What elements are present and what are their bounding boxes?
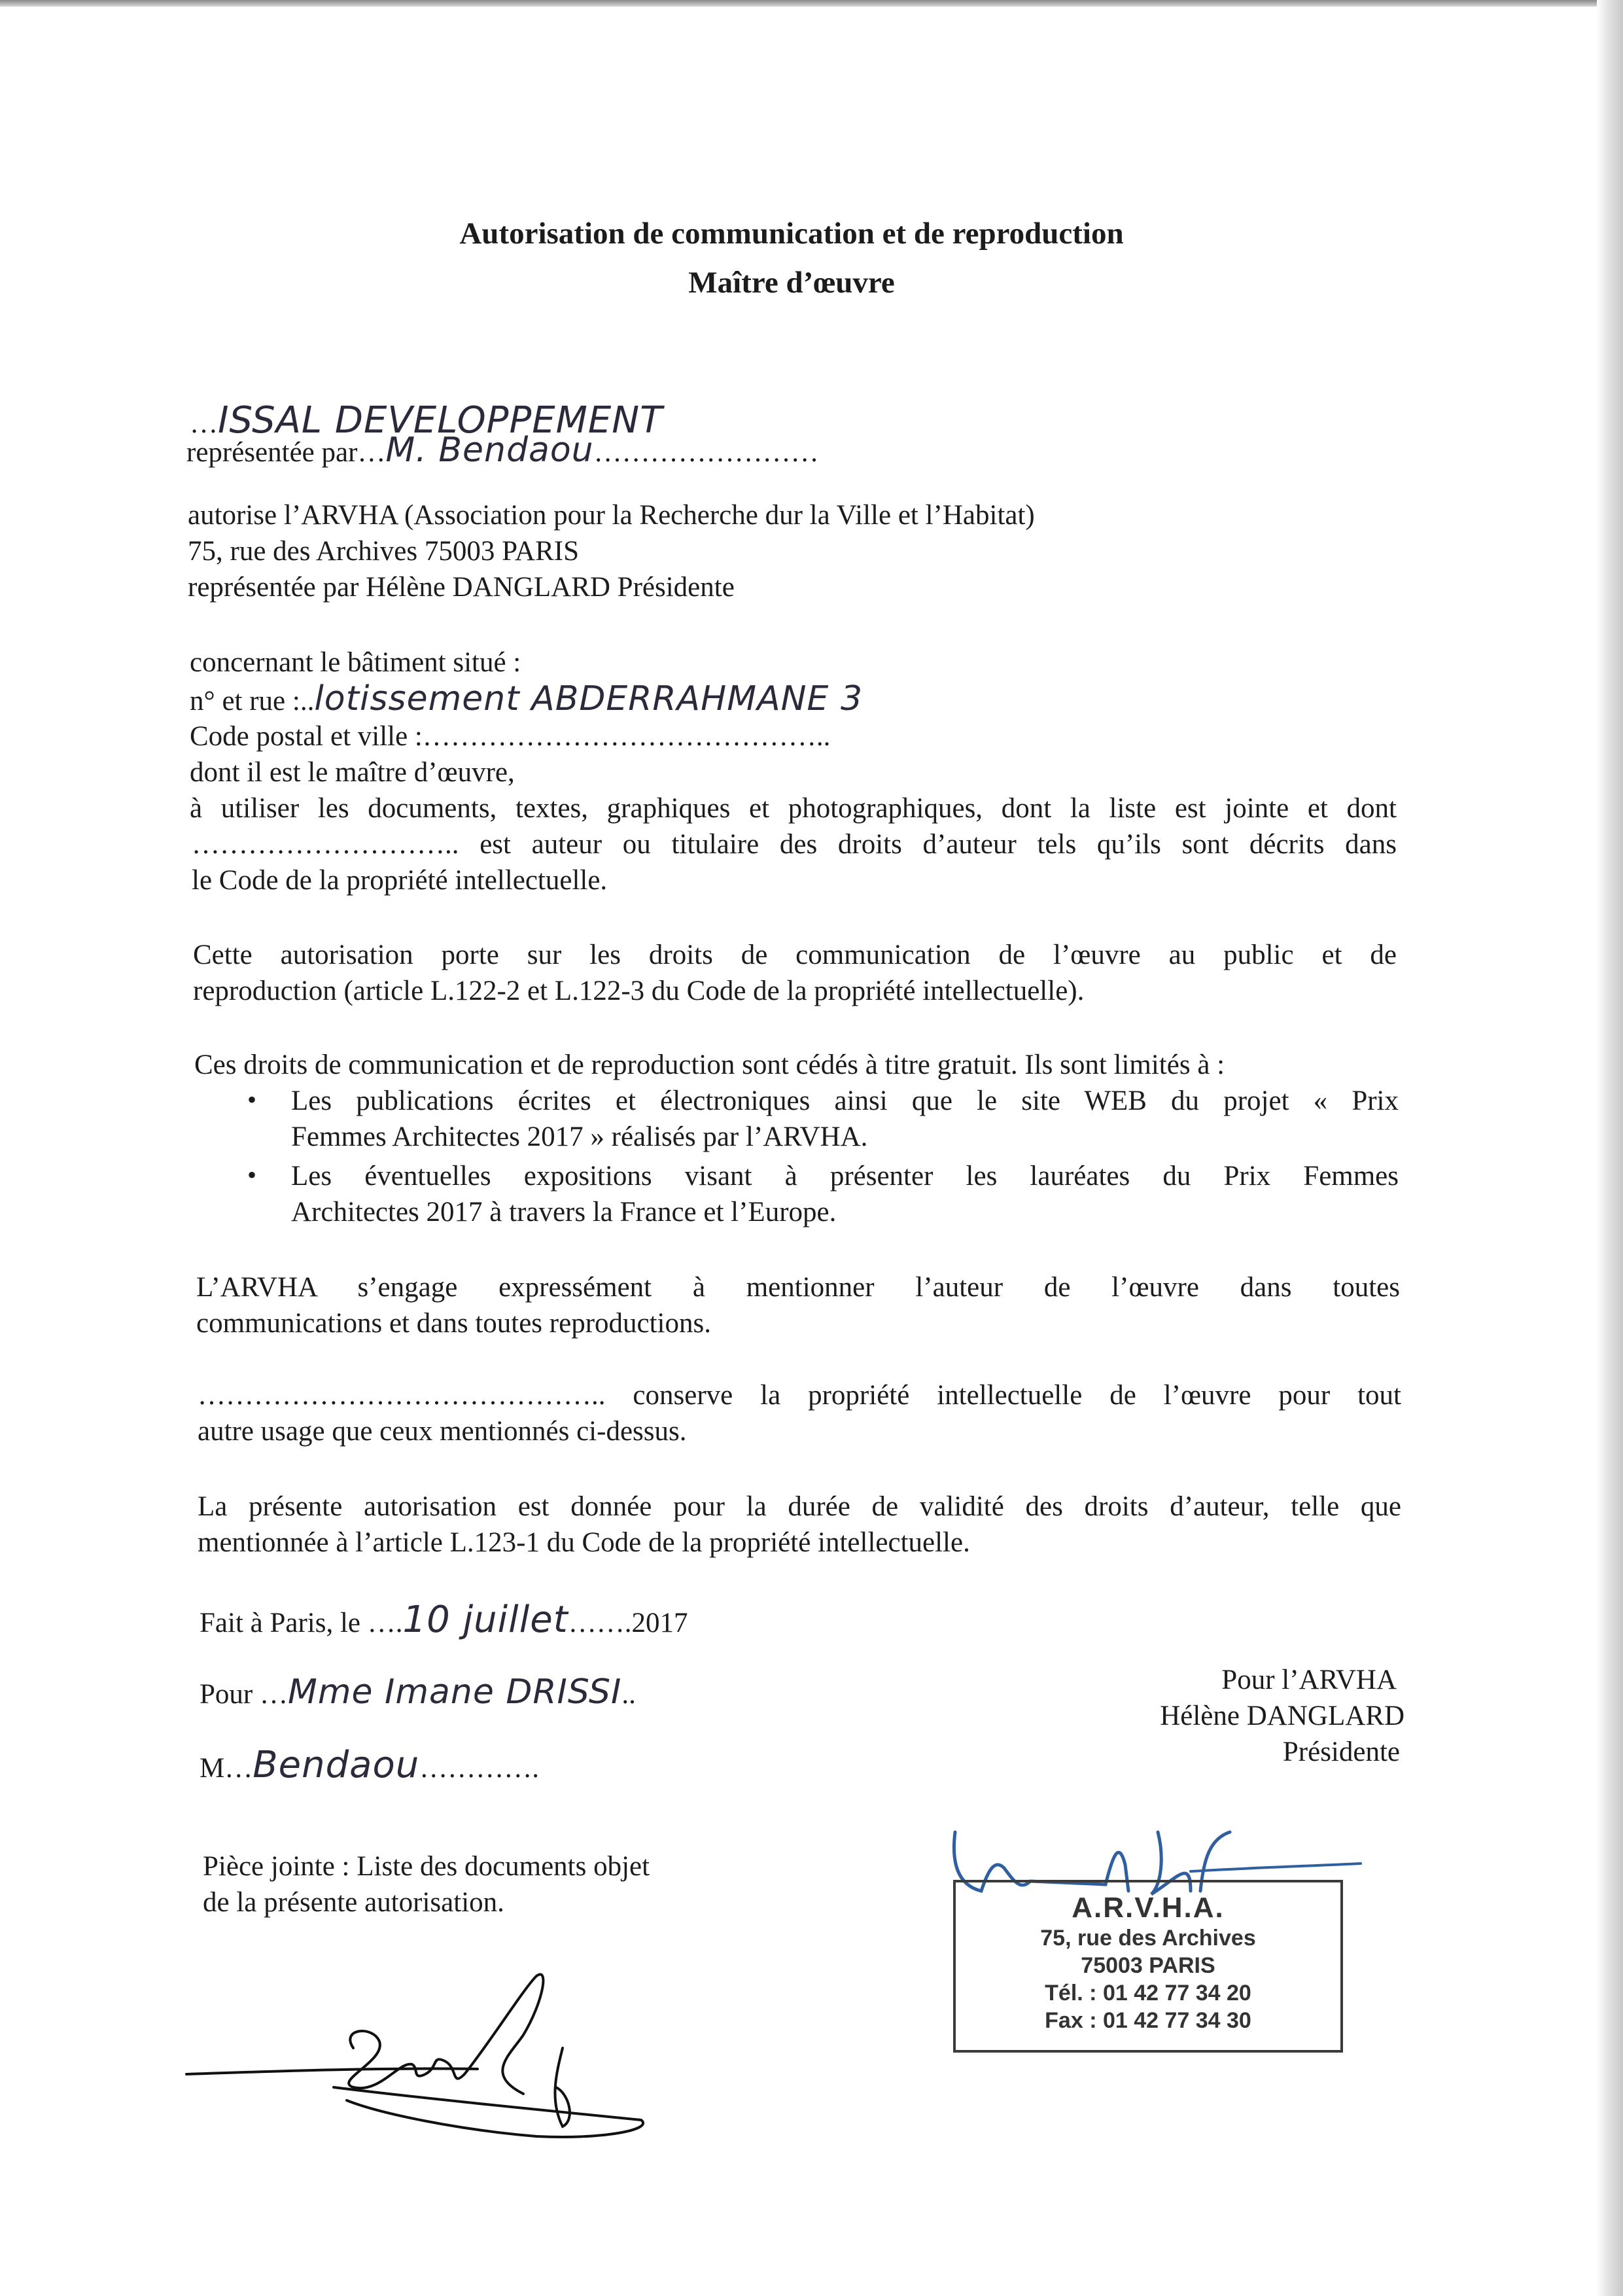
fait-date-handwritten: 10 juillet bbox=[402, 1598, 568, 1641]
stamp-fax: Fax : 01 42 77 34 30 bbox=[1045, 2008, 1251, 2033]
authorise-line3: représentée par Hélène DANGLARD Présidente bbox=[188, 572, 735, 603]
document-subtitle: Maître d’œuvre bbox=[688, 266, 895, 300]
bullet1-line2: Femmes Architectes 2017 » réalisés par l’ARVHA. bbox=[291, 1122, 868, 1152]
bullet-1: • bbox=[247, 1085, 257, 1114]
document-title: Autorisation de communication et de reproduction bbox=[459, 217, 1124, 251]
m-handwritten: Bendaou bbox=[253, 1744, 420, 1786]
street-handwritten: lotissement ABDERRAHMANE 3 bbox=[314, 679, 864, 718]
para5-line1: …………………………………….. conserve la propriété intellectuelle de l’œuvre pour tout bbox=[198, 1380, 1401, 1411]
para6-line1: La présente autorisation est donnée pour la durée de validité des droits d’auteur, telle que bbox=[198, 1491, 1401, 1522]
signatory-signature-icon bbox=[183, 1963, 661, 2153]
attachment-line1: Pièce jointe : Liste des documents objet bbox=[203, 1851, 650, 1882]
attachment-line2: de la présente autorisation. bbox=[203, 1887, 504, 1918]
para5-line2: autre usage que ceux mentionnés ci-dessus. bbox=[198, 1416, 687, 1447]
arvha-pour: Pour l’ARVHA bbox=[1221, 1665, 1397, 1695]
scan-right-edge bbox=[1597, 0, 1623, 2296]
para3-line1: Ces droits de communication et de reproduction sont cédés à titre gratuit. Ils sont limités à : bbox=[194, 1050, 1225, 1080]
m-line bbox=[200, 1744, 539, 1787]
para2-line1: Cette autorisation porte sur les droits de communication de l’œuvre au public et de bbox=[193, 940, 1397, 970]
building-line: concernant le bâtiment situé : bbox=[190, 647, 521, 678]
authorise-line2: 75, rue des Archives 75003 PARIS bbox=[188, 536, 580, 567]
pour-handwritten: Mme Imane DRISSI bbox=[287, 1672, 622, 1712]
auteur-line: ……………………….. est auteur ou titulaire des droits d’auteur tels qu’ils sont décrits dans bbox=[192, 829, 1397, 860]
postal-line: Code postal et ville :…………………………………….. bbox=[190, 721, 831, 752]
authorise-line1: autorise l’ARVHA (Association pour la Recherche dur la Ville et l’Habitat) bbox=[188, 500, 1035, 531]
m-label: M bbox=[200, 1753, 225, 1784]
bullet-2: • bbox=[247, 1160, 257, 1190]
para6-line2: mentionnée à l’article L.123-1 du Code de la propriété intellectuelle. bbox=[198, 1527, 970, 1558]
pour-line bbox=[200, 1674, 636, 1713]
represented-label: représentée par… bbox=[186, 437, 386, 468]
represented-handwritten: M. Bendaou bbox=[385, 431, 594, 470]
represented-line bbox=[186, 432, 819, 471]
arvha-president-name: Hélène DANGLARD bbox=[1160, 1701, 1405, 1731]
scan-top-edge bbox=[0, 0, 1623, 7]
utiliser-line: à utiliser les documents, textes, graphiques et photographiques, dont la liste est jointe et dont bbox=[190, 793, 1397, 824]
para4-line2: communications et dans toutes reproductions. bbox=[196, 1308, 711, 1339]
bullet1-line1: Les publications écrites et électroniques ainsi que le site WEB du projet « Prix bbox=[291, 1086, 1399, 1116]
m-dots-pre: … bbox=[224, 1753, 253, 1784]
stamp-tel: Tél. : 01 42 77 34 20 bbox=[1045, 1981, 1251, 2005]
fait-year: …….2017 bbox=[568, 1608, 688, 1638]
stamp-city: 75003 PARIS bbox=[1081, 1953, 1215, 1978]
code-line: le Code de la propriété intellectuelle. bbox=[192, 865, 608, 896]
company-handwritten: ISSAL DEVELOPPEMENT bbox=[218, 399, 663, 442]
represented-dots: …………………… bbox=[593, 437, 819, 468]
pour-dots: .. bbox=[621, 1679, 636, 1710]
bullet2-line1: Les éventuelles expositions visant à présenter les lauréates du Prix Femmes bbox=[291, 1161, 1399, 1192]
street-label: n° et rue :.. bbox=[190, 686, 315, 716]
fait-line bbox=[200, 1598, 688, 1642]
dont-line: dont il est le maître d’œuvre, bbox=[190, 757, 515, 788]
m-dots: …………. bbox=[419, 1753, 539, 1784]
stamp-address: 75, rue des Archives bbox=[1040, 1926, 1256, 1951]
arvha-stamp bbox=[953, 1880, 1343, 2053]
fait-label: Fait à Paris, le …. bbox=[200, 1608, 403, 1638]
para4-line1: L’ARVHA s’engage expressément à mentionner l’auteur de l’œuvre dans toutes bbox=[196, 1272, 1400, 1303]
pour-label: Pour … bbox=[200, 1679, 288, 1710]
arvha-president-role: Présidente bbox=[1282, 1737, 1400, 1767]
para2-line2: reproduction (article L.122-2 et L.122-3 du Code de la propriété intellectuelle). bbox=[193, 976, 1085, 1006]
bullet2-line2: Architectes 2017 à travers la France et l’Europe. bbox=[291, 1197, 837, 1227]
stamp-name: A.R.V.H.A. bbox=[1072, 1892, 1225, 1924]
street-line bbox=[190, 680, 863, 720]
company-dots: … bbox=[190, 408, 218, 439]
